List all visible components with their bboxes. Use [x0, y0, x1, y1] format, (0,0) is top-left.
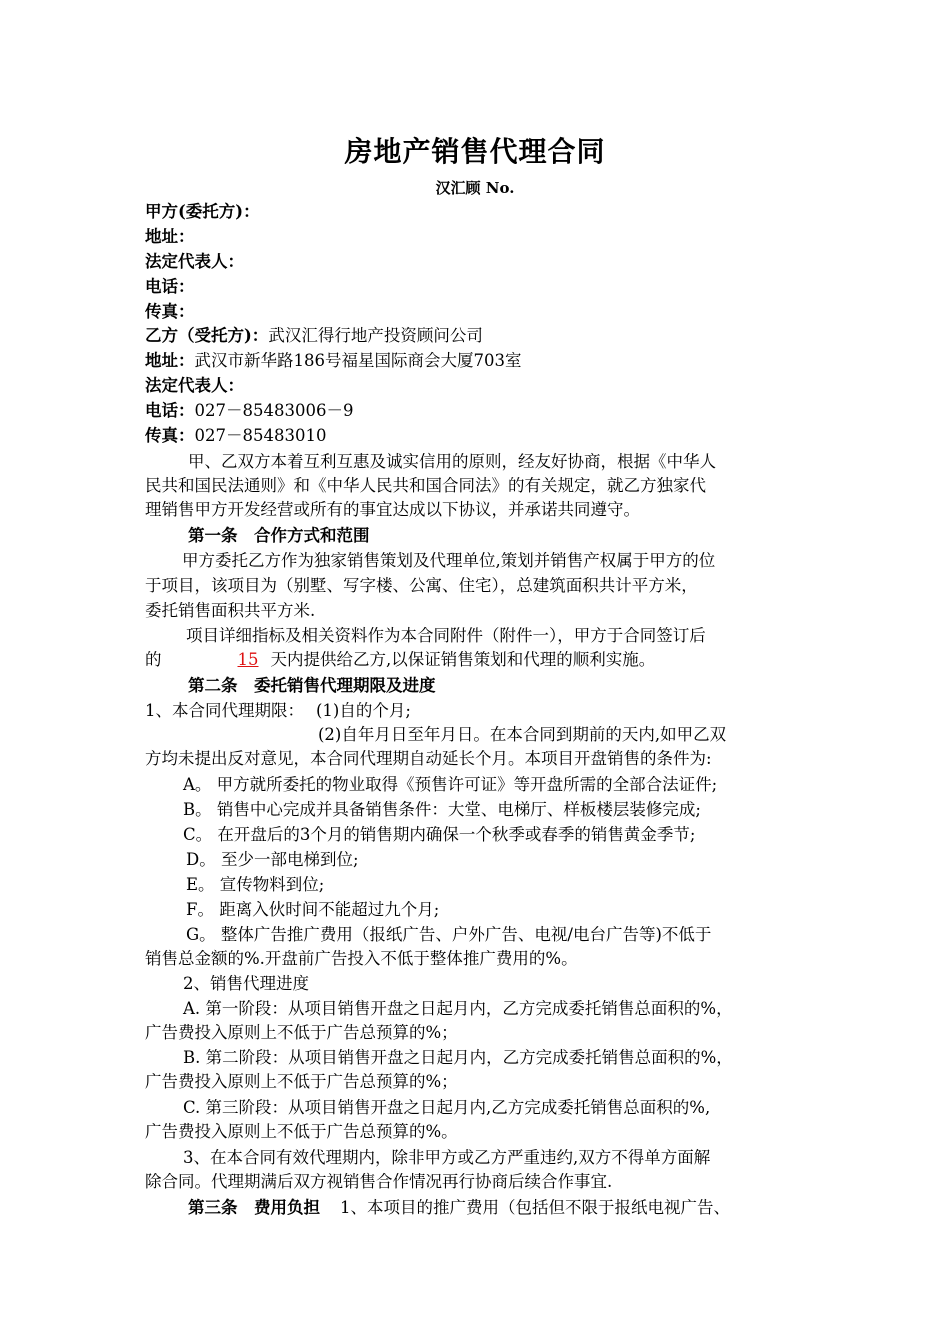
document-number: 汉汇顾 No. — [435, 179, 515, 197]
intro-line-3: 理销售甲方开发经营或所有的事宜达成以下协议，并承诺共同遵守。 — [145, 500, 640, 519]
condition-g-continuation: 销售总金额的%.开盘前广告投入不低于整体推广费用的%。 — [145, 949, 578, 968]
delivery-days-value: 15 — [237, 650, 259, 669]
party-b-tel: 027－85483006－9 — [194, 401, 354, 420]
article-1-p1-line-1: 甲方委托乙方作为独家销售策划及代理单位,策划并销售产权属于甲方的位 — [182, 551, 716, 570]
party-a-label: 甲方(委托方)： — [145, 202, 260, 221]
condition-d: D。 至少一部电梯到位; — [186, 850, 359, 869]
party-b-tel-label: 电话： — [145, 401, 195, 420]
condition-g: G。 整体广告推广费用（报纸广告、户外广告、电视/电台广告等)不低于 — [186, 925, 712, 944]
intro-line-2: 民共和国民法通则》和《中华人民共和国合同法》的有关规定，就乙方独家代 — [145, 476, 706, 495]
period-label: 1、本合同代理期限： — [145, 701, 304, 720]
article-3-text: 1、本项目的推广费用（包括但不限于报纸电视广告、 — [340, 1198, 730, 1217]
intro-line-1: 甲、乙双方本着互利互惠及诚实信用的原则，经友好协商，根据《中华人 — [188, 452, 716, 471]
party-b-fax-label: 传真： — [145, 426, 195, 445]
condition-e: E。 宣传物料到位; — [186, 875, 325, 894]
party-b-label: 乙方（受托方)： — [145, 326, 269, 345]
party-b-fax: 027－85483010 — [194, 426, 327, 445]
period-option-2: (2)自年月日至年月日。在本合同到期前的天内,如甲乙双 — [318, 725, 727, 744]
party-b-address-line — [145, 349, 815, 373]
item-3-line-2: 除合同。代理期满后双方视销售合作情况再行协商后续合作事宜. — [145, 1172, 613, 1191]
article-3-line — [188, 1196, 858, 1220]
period-line — [145, 699, 815, 723]
party-b-fax-line — [145, 424, 815, 448]
article-1-p2-suffix: 天内提供给乙方,以保证销售策划和代理的顺利实施。 — [270, 650, 656, 669]
party-b-tel-line — [145, 399, 815, 423]
party-b-rep-label: 法定代表人： — [145, 376, 244, 395]
stage-b-line-2: 广告费投入原则上不低于广告总预算的%； — [145, 1072, 458, 1091]
article-1-p1-line-3: 委托销售面积共平方米. — [145, 601, 316, 620]
stage-b-line-1: B. 第二阶段：从项目销售开盘之日起月内，乙方完成委托销售总面积的%， — [183, 1048, 733, 1067]
party-b-line — [145, 324, 815, 348]
progress-label: 2、销售代理进度 — [183, 974, 309, 993]
condition-f: F。 距离入伙时间不能超过九个月; — [186, 900, 440, 919]
stage-a-line-1: A. 第一阶段：从项目销售开盘之日起月内，乙方完成委托销售总面积的%， — [183, 999, 733, 1018]
article-1-p1-line-2: 于项目，该项目为（别墅、写字楼、公寓、住宅），总建筑面积共计平方米， — [145, 576, 698, 595]
stage-c-line-1: C. 第三阶段：从项目销售开盘之日起月内,乙方完成委托销售总面积的%, — [183, 1098, 711, 1117]
period-option-1: (1)自的个月; — [316, 701, 411, 720]
article-1-heading: 第一条 合作方式和范围 — [188, 526, 370, 545]
stage-a-line-2: 广告费投入原则上不低于广告总预算的%； — [145, 1023, 458, 1042]
document-title: 房地产销售代理合同 — [344, 135, 606, 168]
article-2-heading: 第二条 委托销售代理期限及进度 — [188, 676, 436, 695]
period-continuation: 方均未提出反对意见，本合同代理期自动延长个月。本项目开盘销售的条件为: — [145, 749, 712, 768]
party-a-rep-label: 法定代表人： — [145, 252, 244, 271]
article-3-heading: 第三条 费用负担 — [188, 1198, 320, 1217]
article-1-p2-prefix: 的 — [145, 650, 162, 669]
article-1-p2-line-2 — [145, 648, 815, 672]
party-a-tel-label: 电话： — [145, 277, 195, 296]
condition-a: A。 甲方就所委托的物业取得《预售许可证》等开盘所需的全部合法证件; — [183, 775, 718, 794]
party-b-address-label: 地址： — [145, 351, 195, 370]
party-b-name: 武汉汇得行地产投资顾问公司 — [268, 326, 483, 345]
item-3-line-1: 3、在本合同有效代理期内，除非甲方或乙方严重违约,双方不得单方面解 — [183, 1148, 711, 1167]
party-b-address: 武汉市新华路186号福星国际商会大厦703室 — [194, 351, 522, 370]
article-1-p2-line-1: 项目详细指标及相关资料作为本合同附件（附件一），甲方于合同签订后 — [186, 626, 706, 645]
condition-c: C。 在开盘后的3个月的销售期内确保一个秋季或春季的销售黄金季节; — [183, 825, 696, 844]
party-a-address-label: 地址： — [145, 227, 195, 246]
condition-b: B。 销售中心完成并具备销售条件：大堂、电梯厅、样板楼层装修完成; — [183, 800, 701, 819]
stage-c-line-2: 广告费投入原则上不低于广告总预算的%。 — [145, 1122, 458, 1141]
party-a-fax-label: 传真： — [145, 302, 195, 321]
